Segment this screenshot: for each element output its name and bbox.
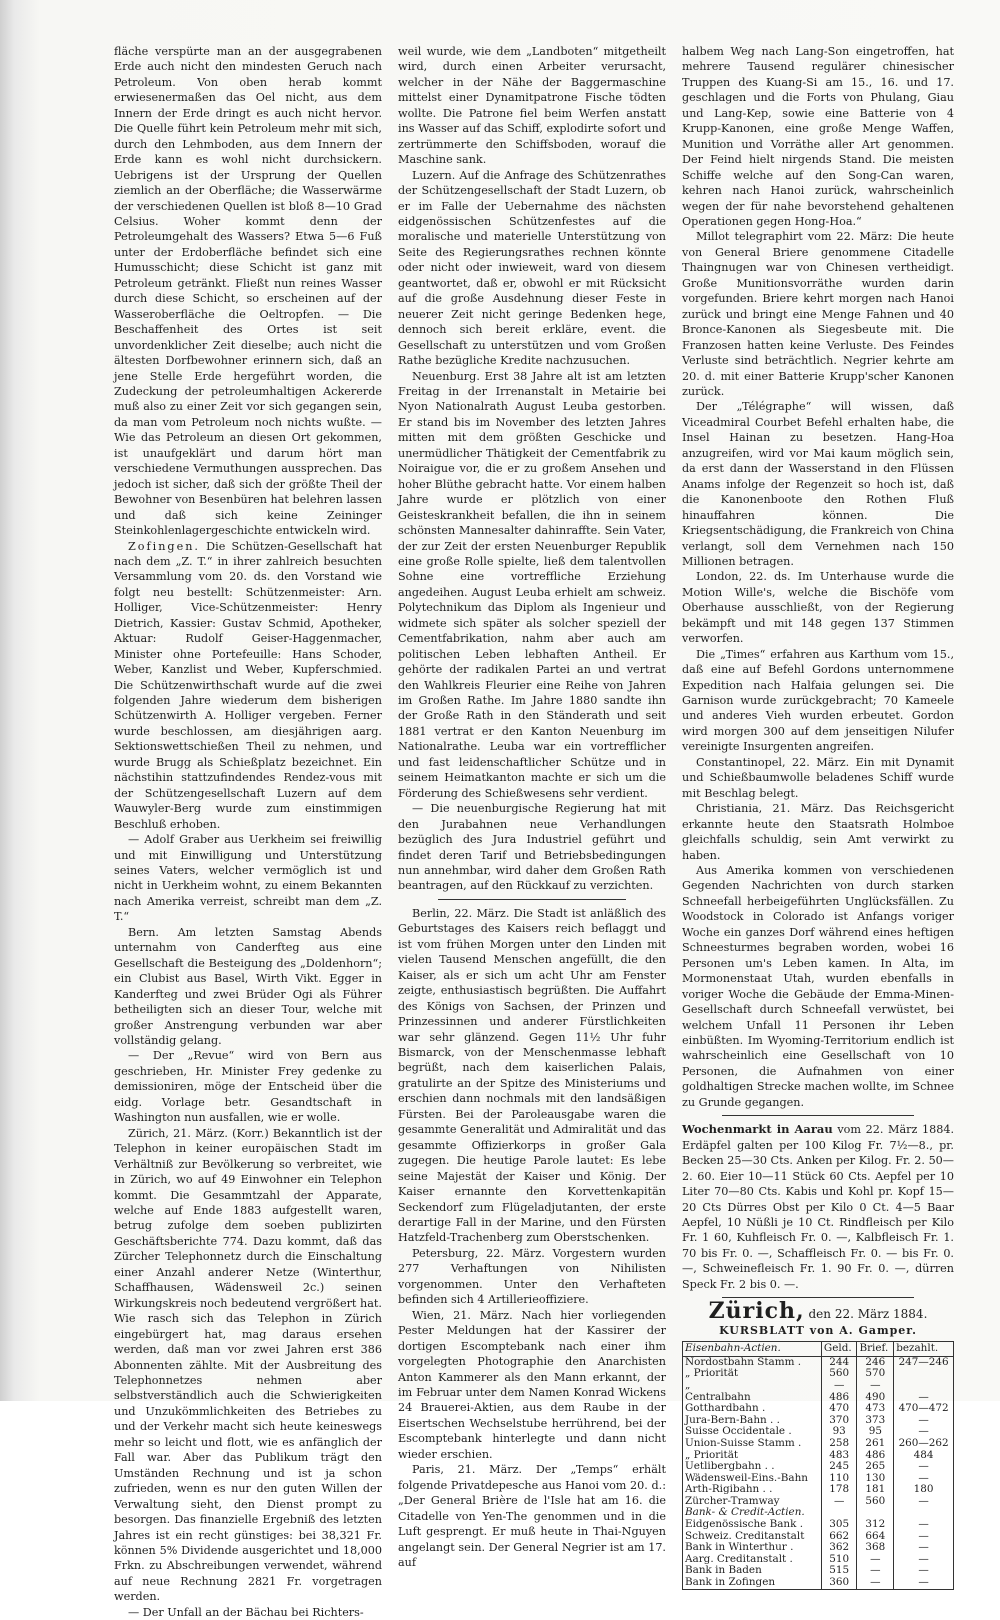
cell-brief: 95 [857, 1426, 894, 1438]
cell-brief: 486 [857, 1450, 894, 1462]
cell-name: Centralbahn [683, 1392, 822, 1404]
article-luzern: Luzern. Auf die Anfrage des Schützenrathes der Schützengesellschaft der Stadt Luzern, ob er im Falle der Uebernahme des nächsten eidgenössischen Schützenfestes auf die moralische und materielle Unterstützung von Seite des Regierungsrathes rechnen könnte oder nicht oder inwieweit, ward von diesem geantwortet, daß er, obwohl er mit Rücksicht auf die große Ausdehnung dieser Feste in neuerer Zeit nicht geringe Bedenken hege, dennoch sich bereit erkläre, event. die Gesellschaft zu unterstützen und vom Großen Rathe bezügliche Kredite nachzusuchen. [398, 168, 666, 368]
cell-brief: — [857, 1577, 894, 1589]
cell-bez: — [894, 1461, 954, 1473]
cell-geld: 560 [821, 1368, 857, 1380]
cell-name: Bank in Winterthur . [683, 1542, 822, 1554]
column-header: Eisenbahn-Actien. [683, 1342, 822, 1357]
market-date: vom 22. März 1884. [832, 1123, 954, 1137]
cell-bez: 180 [894, 1484, 954, 1496]
table-row [683, 1531, 954, 1543]
article-graber: — Adolf Graber aus Uerkheim sei freiwillig und mit Einwilligung und Unterstützung seines Vaters, welcher vermöglich ist und nicht in Uerkheim wohnt, zu einem Bekannten nach Amerika verreist, schreibt man dem „Z. T.“ [114, 833, 382, 924]
cell-name: Arth-Rigibahn . . [683, 1484, 822, 1496]
table-row [683, 1368, 954, 1380]
article-wien: Wien, 21. März. Nach hier vorliegenden Pester Meldungen hat der Kassirer der dortigen Escomptebank nach einer ihm vorgelegten Photographie den Anarchisten Anton Kammerer als den Mann erkannt, der im Februar unter dem Namen Konrad Wickens 24 Brauerei-Aktien, aus dem Raube in der Eisertschen Wechselstube herrührend, bei der Escomptebank hinterlegte und dann nicht wieder erschien. [398, 1308, 666, 1461]
cell-geld: 370 [821, 1415, 857, 1427]
cell-geld: 178 [821, 1484, 857, 1496]
cell-name: Jura-Bern-Bahn . . [683, 1415, 822, 1427]
cell-bez: — [894, 1531, 954, 1543]
cell-bez [894, 1380, 954, 1392]
table-row [683, 1415, 954, 1427]
cell-geld: 360 [821, 1577, 857, 1589]
cell-brief: 246 [857, 1356, 894, 1368]
cell-name: Eidgenössische Bank . [683, 1519, 822, 1531]
cell-brief: — [857, 1380, 894, 1392]
cell-brief: 473 [857, 1403, 894, 1415]
empty-cell [857, 1507, 894, 1519]
divider [438, 899, 626, 900]
article-berlin: Berlin, 22. März. Die Stadt ist anläßlich des Geburtstages des Kaisers reich beflaggt und ist vom frühen Morgen unter den Linden mit vielen Tausend Menschen angefüllt, die den Kaiser, als er sich um acht Uhr am Fenster zeigte, enthusiastisch begrüßten. Die Auffahrt des Königs von Sachsen, der Prinzen und Prinzessinnen und anderer Fürstlichkeiten war sehr glänzend. Gegen 11½ Uhr fuhr Bismarck, von der Menschenmasse lebhaft begrüßt, nach dem kaiserlichen Palais, gratulirte an der Spitze des Ministeriums und erschien dann nochmals mit den landsäßigen Fürsten. Bei der Paroleausgabe waren die gesammte Generalität und Admiralität und das gesammte Offizierkorps in großer Gala zugegen. Die heutige Parole lautet: Es lebe seine Majestät der Kaiser und König. Der Kaiser ernannte den Korvettenkapitän Seckendorf zum Flügeladjutanten, der erste derartige Fall in der Marine, und den Fürsten Hatzfeld-Trachenberg zum Oberstschenken. [398, 906, 666, 1245]
column-header: Geld. [821, 1342, 857, 1357]
cell-brief: 490 [857, 1392, 894, 1404]
cell-bez: — [894, 1542, 954, 1554]
table-row [683, 1577, 954, 1589]
cell-geld: 470 [821, 1403, 857, 1415]
table-row [683, 1380, 954, 1392]
cell-geld: 662 [821, 1531, 857, 1543]
article-amerika: Aus Amerika kommen von verschiedenen Gegenden Nachrichten von durch starken Schneefall herbeigeführten Unglücksfällen. Zu Woodstock in Colorado ist Anfangs voriger Woche ein ganzes Dorf während eines heftigen Schneesturmes begraben worden, wobei 16 Personen um's Leben kamen. In Alta, im Mormonenstaat Utah, wurden ebenfalls in voriger Woche die Gebäude der Emma-Minen-Gesellschaft durch Schneefall verwüstet, bei welchem Unfall 11 Personen ihr Leben einbüßten. Im Wyoming-Territorium endlich ist wahrscheinlich eine Gesellschaft von 10 Personen, die Aufnahmen von einer goldhaltigen Strecke machen wollte, im Schnee zu Grunde gegangen. [682, 864, 954, 1109]
cell-bez: 247—246 [894, 1356, 954, 1368]
article-paris: Paris, 21. März. Der „Temps“ erhält folgende Privatdepesche aus Hanoi vom 20. d.: „Der General Brière de l'Isle hat am 16. die Citadelle von Yen-The genommen und in die Luft gesprengt. Er muß heute in Thai-Nguyen angelangt sein. Der General Negrier ist am 17. auf [398, 1463, 666, 1569]
cell-name: Wädensweil-Eins.-Bahn [683, 1473, 822, 1485]
table-row [683, 1484, 954, 1496]
cell-geld: 245 [821, 1461, 857, 1473]
cell-name: Suisse Occidentale . [683, 1426, 822, 1438]
table-row [683, 1565, 954, 1577]
cell-brief: 265 [857, 1461, 894, 1473]
table-row [683, 1392, 954, 1404]
cell-geld: 258 [821, 1438, 857, 1450]
cell-brief: 181 [857, 1484, 894, 1496]
cell-brief: 373 [857, 1415, 894, 1427]
cell-geld: — [821, 1380, 857, 1392]
cell-brief: — [857, 1565, 894, 1577]
cell-brief: 664 [857, 1531, 894, 1543]
column-3 [682, 44, 954, 1590]
cell-bez: — [894, 1473, 954, 1485]
article-lang-son: halbem Weg nach Lang-Son eingetroffen, hat mehrere Tausend regulärer chinesischer Truppen des Kuang-Si am 15., 16. und 17. geschlagen und die Forts von Phulang, Giau und Lang-Kep, sowie eine Batterie von 4 Krupp-Kanonen, eine große Menge Waffen, Munition und Vorräthe aller Art genommen. Der Feind hielt nirgends Stand. Die meisten Schiffe welche auf den Song-Can waren, kehren nach Hanoi zurück, wahrscheinlich wegen der für nahe bevorstehend gehaltenen Operationen gegen Hong-Hoa.“ [682, 45, 954, 228]
article-revue: — Der „Revue“ wird von Bern aus geschrieben, Hr. Minister Frey gedenke zu demissioniren, möge der Entscheid über die eidg. Vorlage betr. Gesandtschaft in Washington nun ausfallen, wie er wolle. [114, 1049, 382, 1125]
cell-bez: — [894, 1496, 954, 1508]
cell-geld: — [821, 1496, 857, 1508]
cell-bez: — [894, 1565, 954, 1577]
cell-brief: — [857, 1554, 894, 1566]
cell-name: Uetlibergbahn . . [683, 1461, 822, 1473]
market-title: Wochenmarkt in Aarau [682, 1122, 833, 1137]
kursblatt-body [683, 1356, 954, 1589]
article-telegraphe: Der „Télégraphe“ will wissen, daß Viceadmiral Courbet Befehl erhalten habe, die Insel Hainan zu besetzen. Hang-Hoa anzugreifen, wird vor Mai kaum möglich sein, da erst dann der Wasserstand in den Flüssen Anams infolge der Regenzeit so hoch ist, daß die Kanonenboote den Rothen Fluß hinauffahren können. Die Kriegsentschädigung, die Frankreich von China verlangt, soll dem Vernehmen nach 150 Millionen betragen. [682, 400, 954, 568]
column-header: Brief. [857, 1342, 894, 1357]
kursblatt-heading [682, 1298, 954, 1325]
cell-bez: — [894, 1415, 954, 1427]
cell-name: Zürcher-Tramway [683, 1496, 822, 1508]
cell-name: Nordostbahn Stamm . [683, 1356, 822, 1368]
table-row [683, 1403, 954, 1415]
cell-geld: 486 [821, 1392, 857, 1404]
cell-bez: 470—472 [894, 1403, 954, 1415]
article-zofingen [114, 539, 382, 833]
cell-brief: 312 [857, 1519, 894, 1531]
cell-geld: 305 [821, 1519, 857, 1531]
table-row [683, 1473, 954, 1485]
cell-geld: 244 [821, 1356, 857, 1368]
cell-name: Aarg. Creditanstalt . [683, 1554, 822, 1566]
cell-geld: 510 [821, 1554, 857, 1566]
kursblatt-city: Zürich, [708, 1298, 805, 1325]
cell-bez: — [894, 1577, 954, 1589]
place-zofingen: Zofingen. [128, 539, 200, 553]
article-zofingen-text: Die Schützen-Gesellschaft hat nach dem „Z. T.“ in ihrer zahlreich besuchten Versammlung vom 20. ds. den Vorstand wie folgt neu bestellt: Schützenmeister: Arn. Holliger, Vice-Schützenmeister: Henry Dietrich, Kassier: Gustav Schmid, Apotheker, Aktuar: Rudolf Geiser-Haggenmacher, Minister ohne Portefeuille: Hans Schoder, Weber, Kanzlist und Weber, Kupferschmied. Die Schützenwirthschaft wurde auf die zwei folgenden Jahre wiederum dem bisherigen Schützenwirth A. Holliger vergeben. Ferner wurde beschlossen, am diesjährigen aarg. Sektionswettschießen Theil zu nehmen, und wurde Brugg als Schießplatz bezeichnet. Ein nächstihin stattzufindendes Rendez-vous mit der Schützengesellschaft Luzern auf dem Wauwyler-Berg wurde zum einstimmigen Beschluß erhoben. [114, 539, 382, 831]
table-section-row [683, 1507, 954, 1519]
cell-geld: 110 [821, 1473, 857, 1485]
cell-name: Union-Suisse Stamm . [683, 1438, 822, 1450]
table-row [683, 1519, 954, 1531]
table-row [683, 1426, 954, 1438]
cell-name: Schweiz. Creditanstalt [683, 1531, 822, 1543]
cell-bez: 484 [894, 1450, 954, 1462]
article-millot: Millot telegraphirt vom 22. März: Die heute von General Briere genommene Citadelle Thaingnugen war von Chinesen vertheidigt. Große Munitionsvorräthe wurden darin vorgefunden. Briere kehrt morgen nach Hanoi zurück und bringt eine Menge Fahnen und 40 Bronce-Kanonen als Siegesbeute mit. Die Franzosen hatten keine Verluste. Des Feindes Verluste sind beträchtlich. Negrier kehrte am 20. d. mit einer Batterie Krupp'scher Kanonen zurück. [682, 230, 954, 398]
article-christiania: Christiania, 21. März. Das Reichsgericht erkannte heute den Staatsrath Holmboe gleichfalls schuldig, sein Amt verwirkt zu haben. [682, 802, 954, 862]
cell-brief: 560 [857, 1496, 894, 1508]
article-baechau: — Der Unfall an der Bächau bei Richters- [128, 1605, 364, 1619]
table-row [683, 1542, 954, 1554]
kursblatt-title: KURSBLATT von A. Gamper. [719, 1323, 917, 1337]
cell-geld: 362 [821, 1542, 857, 1554]
cell-name: „ Priorität [683, 1450, 822, 1462]
cell-bez: 260—262 [894, 1438, 954, 1450]
article-constantinopel: Constantinopel, 22. März. Ein mit Dynamit und Schießbaumwolle beladenes Schiff wurde mit Beschlag belegt. [682, 755, 954, 800]
table-row [683, 1554, 954, 1566]
article-zurich-telephon: Zürich, 21. März. (Korr.) Bekanntlich ist der Telephon in keiner europäischen Stadt im Verhältniß zur Bevölkerung so verbreitet, wie in Zürich, wo auf 49 Einwohner ein Telephon kommt. Die Gesammtzahl der Apparate, welche auf Ende 1883 aufgestellt waren, betrug zufolge dem soeben publizirten Geschäftsberichte 774. Dazu kommt, daß das Zürcher Telephonnetz durch die Einschaltung einer Anzahl anderer Netze (Winterthur, Schaffhausen, Wädensweil 2c.) seinen Wirkungskreis noch bedeutend vergrößert hat. Wie rasch sich das Telephon in Zürich eingebürgert hat, mag daraus ersehen werden, daß man vor zwei Jahren erst 386 Abonnenten zählte. Mit der Ausbreitung des Telephonnetzes nehmen aber selbstverständlich auch die Schwierigkeiten und Unzukömmlichkeiten des Betriebes zu und der Verkehr macht sich heute keineswegs mehr so leicht und flott, wie es anfänglich der Fall war. Aber das Publikum trägt den Umständen Rechnung und ist ja schon zufrieden, wenn es nur den guten Willen der Verwaltung sieht, den Dienst prompt zu besorgen. Das finanzielle Ergebniß des letzten Jahres ist ein recht günstiges: bei 38,321 Fr. können 5% Dividende ausgerichtet und 18,000 Frkn. zu Abschreibungen verwendet, während auf neue Rechnung 2821 Fr. vorgetragen werden. [114, 1126, 382, 1604]
cell-name: Bank in Baden [683, 1565, 822, 1577]
divider [722, 1115, 914, 1116]
kursblatt-date: den 22. März 1884. [804, 1307, 928, 1322]
article-bern: Bern. Am letzten Samstag Abends unternahm von Canderfteg aus eine Gesellschaft die Besteigung des „Doldenhorn“; ein Clubist aus Basel, Wirth Vikt. Egger in Kanderfteg und zwei Brüder Ogi als Führer betheiligten sich an dieser Tour, welche mit großer Anstrengung verbunden war aber vollständig gelang. [114, 925, 382, 1047]
table-row [683, 1496, 954, 1508]
column-2 [398, 44, 666, 1570]
article-neuenburg: Neuenburg. Erst 38 Jahre alt ist am letzten Freitag in der Irrenanstalt in Metairie bei Nyon Nationalrath August Leuba gestorben. Er stand bis im November des letzten Jahres mitten mit dem größten Geschicke und unermüdlicher Thätigkeit der Cementfabrik zu Noiraigue vor, die er zu großem Ansehen und hoher Blüthe gebracht hatte. Vor einem halben Jahre wurde er plötzlich von einer Geisteskrankheit befallen, die ihn in seinem schönsten Mannesalter dahinraffte. Sein Vater, der zur Zeit der ersten Neuenburger Republik eine große Rolle spielte, ließ dem talentvollen Sohne eine vortreffliche Erziehung angedeihen. August Leuba erhielt am schweiz. Polytechnikum das Diplom als Ingenieur und widmete sich später als solcher speziell der Cementfabrikation, nahm aber auch am politischen Leben lebhaften Antheil. Er gehörte der radikalen Partei an und vertrat den Wahlkreis Fleurier eine Reihe von Jahren im Großen Rathe. Im Jahre 1880 sandte ihn der Große Rath in den Ständerath und seit 1881 vertrat er den Kanton Neuenburg im Nationalrathe. Leuba war ein vortrefflicher und fast leidenschaftlicher Schütze und in seinem Heimatkanton machte er sich um die Förderung des Schießwesens sehr verdient. [398, 369, 666, 800]
column-1 [114, 44, 382, 1620]
cell-geld: 515 [821, 1565, 857, 1577]
cell-bez: — [894, 1519, 954, 1531]
cell-name: „ [683, 1380, 822, 1392]
cell-geld: 483 [821, 1450, 857, 1462]
cell-name: Bank in Zofingen [683, 1577, 822, 1589]
table-row [683, 1461, 954, 1473]
article-jurabahnen: — Die neuenburgische Regierung hat mit den Jurabahnen neue Verhandlungen bezüglich des Jura Industriel geführt und findet deren Tarif und Betriebsbedingungen nun annehmbar, wird daher dem Großen Rath beantragen, auf den Rückkauf zu verzichten. [398, 802, 666, 893]
section-label: Bank- & Credit-Actien. [683, 1507, 822, 1519]
article-petroleum: fläche verspürte man an der ausgegrabenen Erde auch nicht den mindesten Geruch nach Petroleum. Von oben herab kommt erwiesenermaßen das Oel nicht, aus dem Innern der Erde dringt es auch nicht hervor. Die Quelle führt kein Petroleum mehr mit sich, durch den Lehmboden, aus dem Innern der Erde kann es wohl nicht durchsickern. Uebrigens ist der Ursprung der Quellen ziemlich an der Oberfläche; die Wasserwärme der verschiedenen Quellen ist bloß 8—10 Grad Celsius. Woher kommt denn der Petroleumgehalt des Wassers? Etwa 5—6 Fuß unter der Erdoberfläche befindet sich eine Humusschicht; diese Schicht ist ganz mit Petroleum getränkt. Fließt nun reines Wasser durch diese Schicht, so erscheinen auf der Wasseroberfläche die Oeltropfen. — Die Beschaffenheit des Ortes ist seit unvordenklicher Zeit dieselbe; auch nicht die ältesten Dorfbewohner erinnern sich, daß an jene Stelle Erde hergeführt worden, die Zudeckung der petroleumhaltigen Ackererde muß also zu einer Zeit vor sich gegangen sein, da man vom Petroleum noch nichts wußte. — Wie das Petroleum an diesen Ort gekommen, ist unaufgeklärt und darum hört man verschiedene Vermuthungen aussprechen. Das jedoch ist sicher, daß sich der größte Theil der Bewohner von Besenbüren hat belehren lassen und daß sich keine Zeininger Steinkohlenlagergeschichte entwickeln wird. [114, 45, 382, 538]
empty-cell [894, 1507, 954, 1519]
market-report [682, 1122, 954, 1292]
column-header: bezahlt. [894, 1342, 954, 1357]
cell-geld: 93 [821, 1426, 857, 1438]
cell-name: Gotthardbahn . [683, 1403, 822, 1415]
cell-bez [894, 1368, 954, 1380]
article-petersburg: Petersburg, 22. März. Vorgestern wurden 277 Verhaftungen von Nihilisten vorgenommen. Unter den Verhafteten befinden sich 4 Artillerieoffiziere. [398, 1246, 666, 1307]
table-row [683, 1438, 954, 1450]
cell-name: „ Priorität [683, 1368, 822, 1380]
kursblatt-table [682, 1341, 954, 1589]
cell-bez: — [894, 1554, 954, 1566]
market-text: Erdäpfel galten per 100 Kilog Fr. 7½—8., pr. Becken 25—30 Cts. Anken per Kilog. Fr. 2. 50—2. 60. Eier 10—11 Stück 60 Cts. Aepfel per 10 Liter 70—80 Cts. Kabis und Kohl pr. Kopf 15—20 Cts Dürres Obst per Kilo 0 Ct. 4—5 Baar Aepfel, 10 Nüßli je 10 Ct. Rindfleisch per Kilo Fr. 1 60, Kuhfleisch Fr. 0. —, Kalbfleisch Fr. 1. 70 bis Fr. 0. —, Schaffleisch Fr. 0. — bis Fr. 0. —, Schweinefleisch Fr. 1. 90 Fr. 0. —, dürren Speck Fr. 2 bis 0. —. [682, 1138, 954, 1291]
empty-cell [821, 1507, 857, 1519]
cell-brief: 130 [857, 1473, 894, 1485]
article-times: Die „Times“ erfahren aus Karthum vom 15., daß eine auf Befehl Gordons unternommene Expedition nach Halfaia gelungen sei. Die Garnison wurde zurückgebracht; 70 Kameele und anderes Vieh wurden erbeutet. Gordon wird morgen 300 auf dem jenseitigen Nilufer vereinigte Insurgenten angreifen. [682, 647, 954, 754]
cell-brief: 368 [857, 1542, 894, 1554]
cell-brief: 261 [857, 1438, 894, 1450]
table-row [683, 1450, 954, 1462]
article-dynamit: weil wurde, wie dem „Landboten“ mitgetheilt wird, durch einen Arbeiter verursacht, welcher in der Nähe der Baggermaschine mittelst einer Dynamitpatrone Fische tödten wollte. Die Patrone fiel beim Werfen anstatt ins Wasser auf das Schiff, explodirte sofort und zertrümmerte den Schiffsboden, worauf die Maschine sank. [398, 45, 666, 167]
cell-bez: — [894, 1392, 954, 1404]
article-london: London, 22. ds. Im Unterhause wurde die Motion Wille's, welche die Bischöfe vom Oberhause ausschließt, von der Regierung bekämpft und mit 148 gegen 137 Stimmen verworfen. [682, 570, 954, 646]
cell-brief: 570 [857, 1368, 894, 1380]
cell-bez: — [894, 1426, 954, 1438]
